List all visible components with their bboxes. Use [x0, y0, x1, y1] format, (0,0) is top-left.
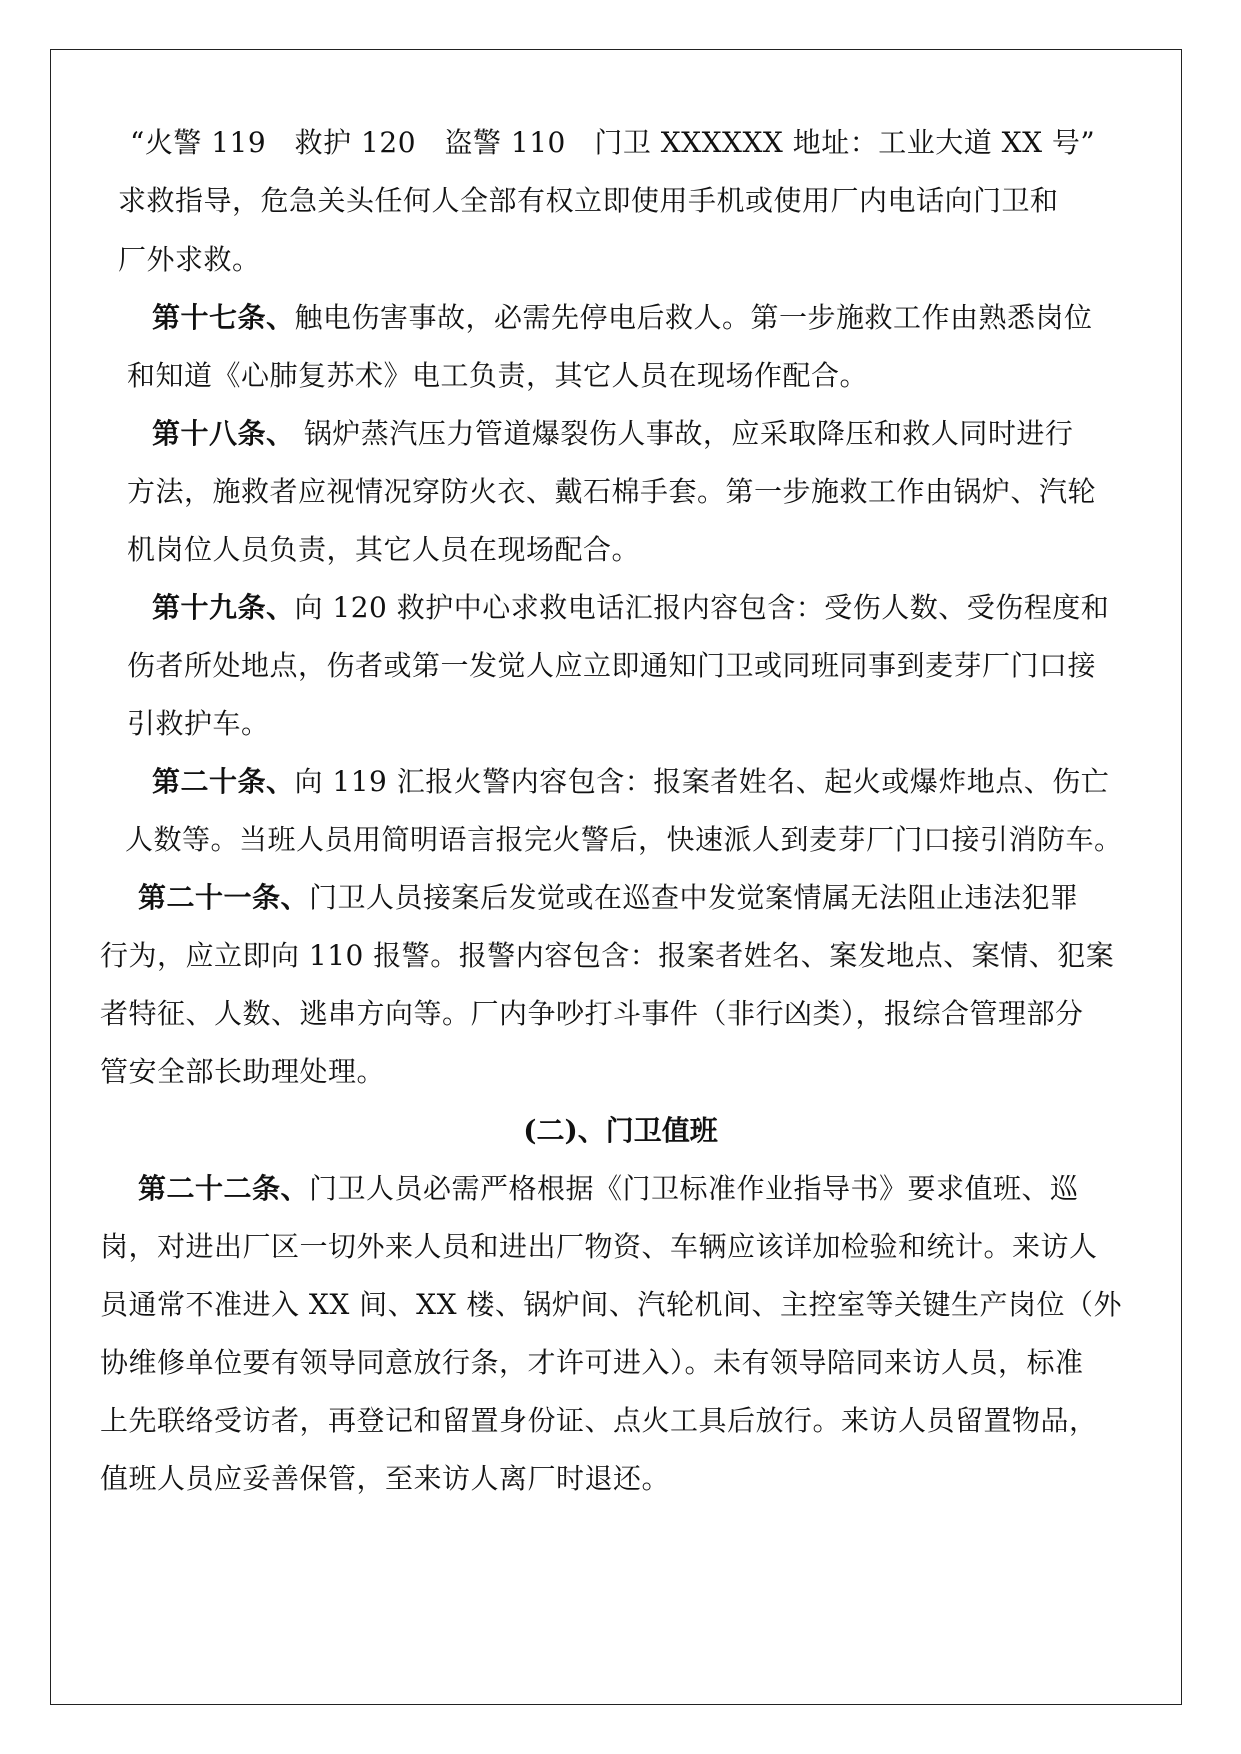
article-21: [138, 880, 1079, 916]
text-line: 行为，应立即向 110 报警。报警内容包含：报案者姓名、案发地点、案情、犯案: [100, 939, 1115, 972]
article-18: [152, 416, 1073, 452]
article-17: [152, 300, 1093, 336]
article-18-number: 第十八条、: [152, 417, 295, 450]
article-22-text: 门卫人员必需严格根据《门卫标准作业指导书》要求值班、巡: [309, 1172, 1079, 1205]
text-line: 和知道《心肺复苏术》电工负责，其它人员在现场作配合。: [127, 359, 869, 392]
text-line: 伤者所处地点，伤者或第一发觉人应立即通知门卫或同班同事到麦芽厂门口接: [127, 649, 1097, 682]
text-line: 上先联络受访者，再登记和留置身份证、点火工具后放行。来访人员留置物品，: [100, 1404, 1098, 1437]
text-line: 岗，对进出厂区一切外来人员和进出厂物资、车辆应该详加检验和统计。来访人: [100, 1230, 1098, 1263]
article-17-text: 触电伤害事故，必需先停电后救人。第一步施救工作由熟悉岗位: [294, 301, 1093, 334]
text-line: “火警 119 救护 120 盗警 110 门卫 XXXXXX 地址：工业大道 XX 号”: [130, 126, 1096, 159]
article-19-number: 第十九条、: [152, 591, 295, 624]
text-line: 者特征、人数、逃串方向等。厂内争吵打斗事件（非行凶类），报综合管理部分: [100, 997, 1084, 1030]
article-19: [152, 590, 1109, 626]
article-22-number: 第二十二条、: [138, 1172, 310, 1205]
article-21-text: 门卫人员接案后发觉或在巡查中发觉案情属无法阻止违法犯罪: [309, 881, 1079, 914]
article-20-text: 向 119 汇报火警内容包含：报案者姓名、起火或爆炸地点、伤亡: [294, 765, 1110, 798]
article-20: [152, 764, 1109, 800]
text-line: 协维修单位要有领导同意放行条，才许可进入）。未有领导陪同来访人员，标准: [100, 1346, 1084, 1379]
article-19-text: 向 120 救护中心求救电话汇报内容包含：受伤人数、受伤程度和: [294, 591, 1110, 624]
article-17-number: 第十七条、: [152, 301, 295, 334]
text-line: 方法，施救者应视情况穿防火衣、戴石棉手套。第一步施救工作由锅炉、汽轮: [127, 475, 1097, 508]
section-heading: (二)、门卫值班: [523, 1114, 718, 1147]
text-line: 人数等。当班人员用简明语言报完火警后，快速派人到麦芽厂门口接引消防车。: [125, 823, 1123, 856]
text-line: 值班人员应妥善保管，至来访人离厂时退还。: [100, 1462, 671, 1495]
article-18-text: 锅炉蒸汽压力管道爆裂伤人事故，应采取降压和救人同时进行: [294, 417, 1074, 450]
article-20-number: 第二十条、: [152, 765, 295, 798]
article-21-number: 第二十一条、: [138, 881, 310, 914]
text-line: 机岗位人员负责，其它人员在现场配合。: [127, 533, 641, 566]
text-line: 员通常不准进入 XX 间、XX 楼、锅炉间、汽轮机间、主控室等关键生产岗位（外: [100, 1288, 1122, 1321]
text-line: 厂外求救。: [118, 243, 261, 276]
page-border: [50, 49, 1182, 1705]
text-line: 引救护车。: [127, 707, 270, 740]
text-line: 管安全部长助理处理。: [100, 1055, 386, 1088]
text-line: 求救指导，危急关头任何人全部有权立即使用手机或使用厂内电话向门卫和: [118, 184, 1059, 217]
article-22: [138, 1171, 1079, 1207]
